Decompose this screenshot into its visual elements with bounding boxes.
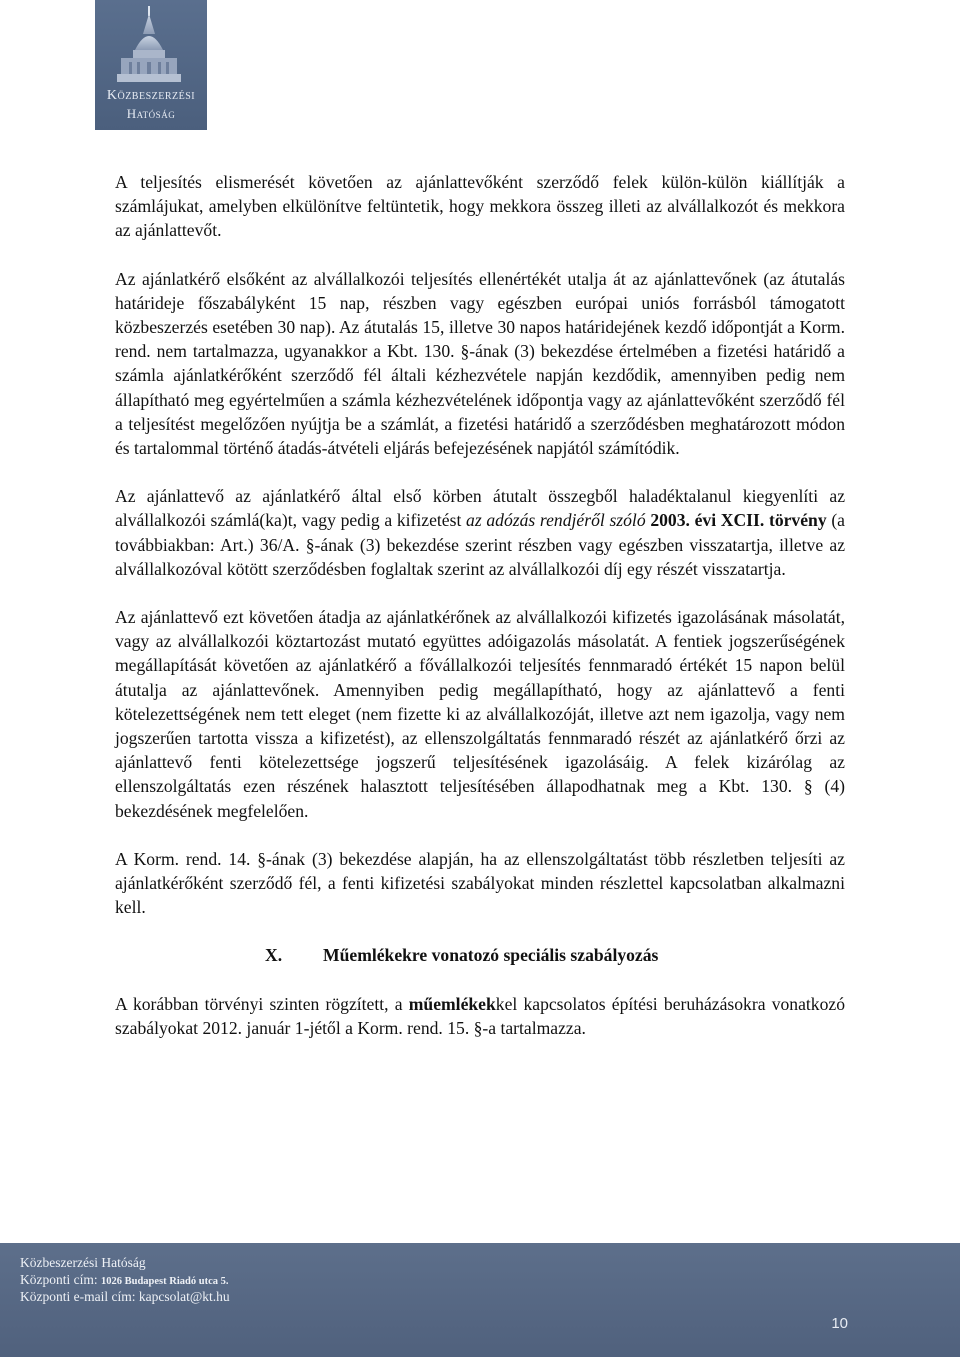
paragraph: Az ajánlattevő ezt követően átadja az ajánlatkérőnek az alvállalkozói kifizetés igazolásának másolatát, vagy az alvállalkozói köztartozást mutató együttes adóigazolás másolatát. A fentiek jogszerűségének megállapítását követően az ajánlatkérő a fővállalkozói teljesítés fennmaradó értékét 15 napon belül átutalja az ajánlattevőnek. Amennyiben pedig megállapítható, hogy az ajánlattevő a fenti kötelezettségének nem tett eleget (nem fizette ki az alvállalkozóját, illetve azt nem igazolja, vagy nem jogszerűen tartotta vissza a kifizetést), az ellenszolgáltatás fennmaradó részét az ajánlatkérő őrzi az ajánlattevő fenti kötelezettsége jogszerű teljesítésének igazolásáig. A felek kizárólag az ellenszolgáltatás ezen részének halasztott teljesítésében állapodhatnak meg a Kbt. 130. § (4) bekezdésének megfelelően.: [115, 607, 845, 821]
logo-line-1: Közbeszerzési: [106, 88, 196, 103]
paragraph: Az ajánlatkérő elsőként az alvállalkozói teljesítés ellenértékét utalja át az ajánlattevőnek (az átutalás határideje főszabályként 15 nap, részben vagy egészben európai uniós forrásból támogatott közbeszerzés esetében 30 nap). Az átutalás 15, illetve 30 napos határidejének kezdő időpontját a Korm. rend. nem tartalmazza, ugyanakkor a Kbt. 130. §-ának (3) bekezdése értelmében a fizetési határidő a számla ajánlatkérőként szerződő fél általi kézhezvétele napján kezdődik, amennyiben pedig nem állapítható meg egyértelműen a számla kézhezvételének időpontja vagy az ajánlattevőként szerződő fél a teljesítést megelőzően nyújtja be a számlát, a fizetési határidő a szerződésben meghatározott módon és tartalommal történő átadás-átvételi eljárás befejezésének napjától számítódik.: [115, 268, 845, 459]
paragraph-text: kel kapcsolatos építési beruházásokra vonatkozó szabályokat 2012. január 1-jétől a Korm. rend. 15. §-a tartalmazza.: [115, 993, 846, 1038]
paragraph: A Korm. rend. 14. §-ának (3) bekezdése alapján, ha az ellenszolgáltatást több részletben teljesíti az ajánlatkérőként szerződő fél, a fenti kifizetési szabályokat minden részlettel kapcsolatban alkalmazni kell.: [115, 848, 845, 918]
paragraph-text: (a továbbiakban: Art.) 36/A. §-ának (3) bekezdése szerint részben vagy egészben visszatartja, illetve az alvállalkozóval kötött szerződésben foglaltak szerint az alvállalkozói díj egy részét visszatartja.: [115, 510, 845, 579]
footer-address-label: Központi cím:: [20, 1272, 101, 1287]
page-number: 10: [831, 1315, 848, 1332]
bold-law-reference: 2003. évi XCII. törvény: [650, 510, 827, 531]
footer-email-link[interactable]: kapcsolat@kt.hu: [138, 1289, 230, 1304]
footer-email: [20, 1289, 230, 1305]
italic-law-name: az adózás rendjéről szóló: [466, 510, 646, 531]
footer-address: [20, 1272, 228, 1288]
bold-term: műemlékek: [408, 993, 496, 1014]
section-number: X.: [265, 945, 283, 966]
paragraph-text: Az ajánlattevő az ajánlatkérő által első körben átutalt összegből haladéktalanul kiegyenlíti az alvállalkozói számlá(ka)t, vagy pedig a kifizetést: [115, 486, 845, 531]
footer-address-value: 1026 Budapest Riadó utca 5.: [101, 1276, 229, 1287]
footer-org: Közbeszerzési Hatóság: [20, 1255, 146, 1270]
logo-line-2: Hatóság: [126, 106, 176, 121]
paragraph-text: A korábban törvényi szinten rögzített, a: [115, 993, 409, 1014]
parliament-dome-icon: [95, 0, 207, 86]
document-body: [115, 170, 845, 1064]
section-heading: [115, 943, 845, 967]
footer-email-label: Központi e-mail cím:: [20, 1289, 139, 1304]
paragraph: A teljesítés elismerését követően az ajánlattevőként szerződő felek külön-külön kiállítják a számlájukat, amelyben elkülönítve feltüntetik, hogy mekkora összeg illeti az alvállalkozót és mekkora az ajánlattevőt.: [115, 172, 845, 241]
paragraph: [115, 484, 845, 581]
authority-logo: [95, 0, 207, 130]
paragraph: [115, 992, 845, 1040]
page-footer: [0, 1243, 960, 1357]
section-title: Műemlékekre vonatozó speciális szabályozás: [323, 945, 659, 966]
